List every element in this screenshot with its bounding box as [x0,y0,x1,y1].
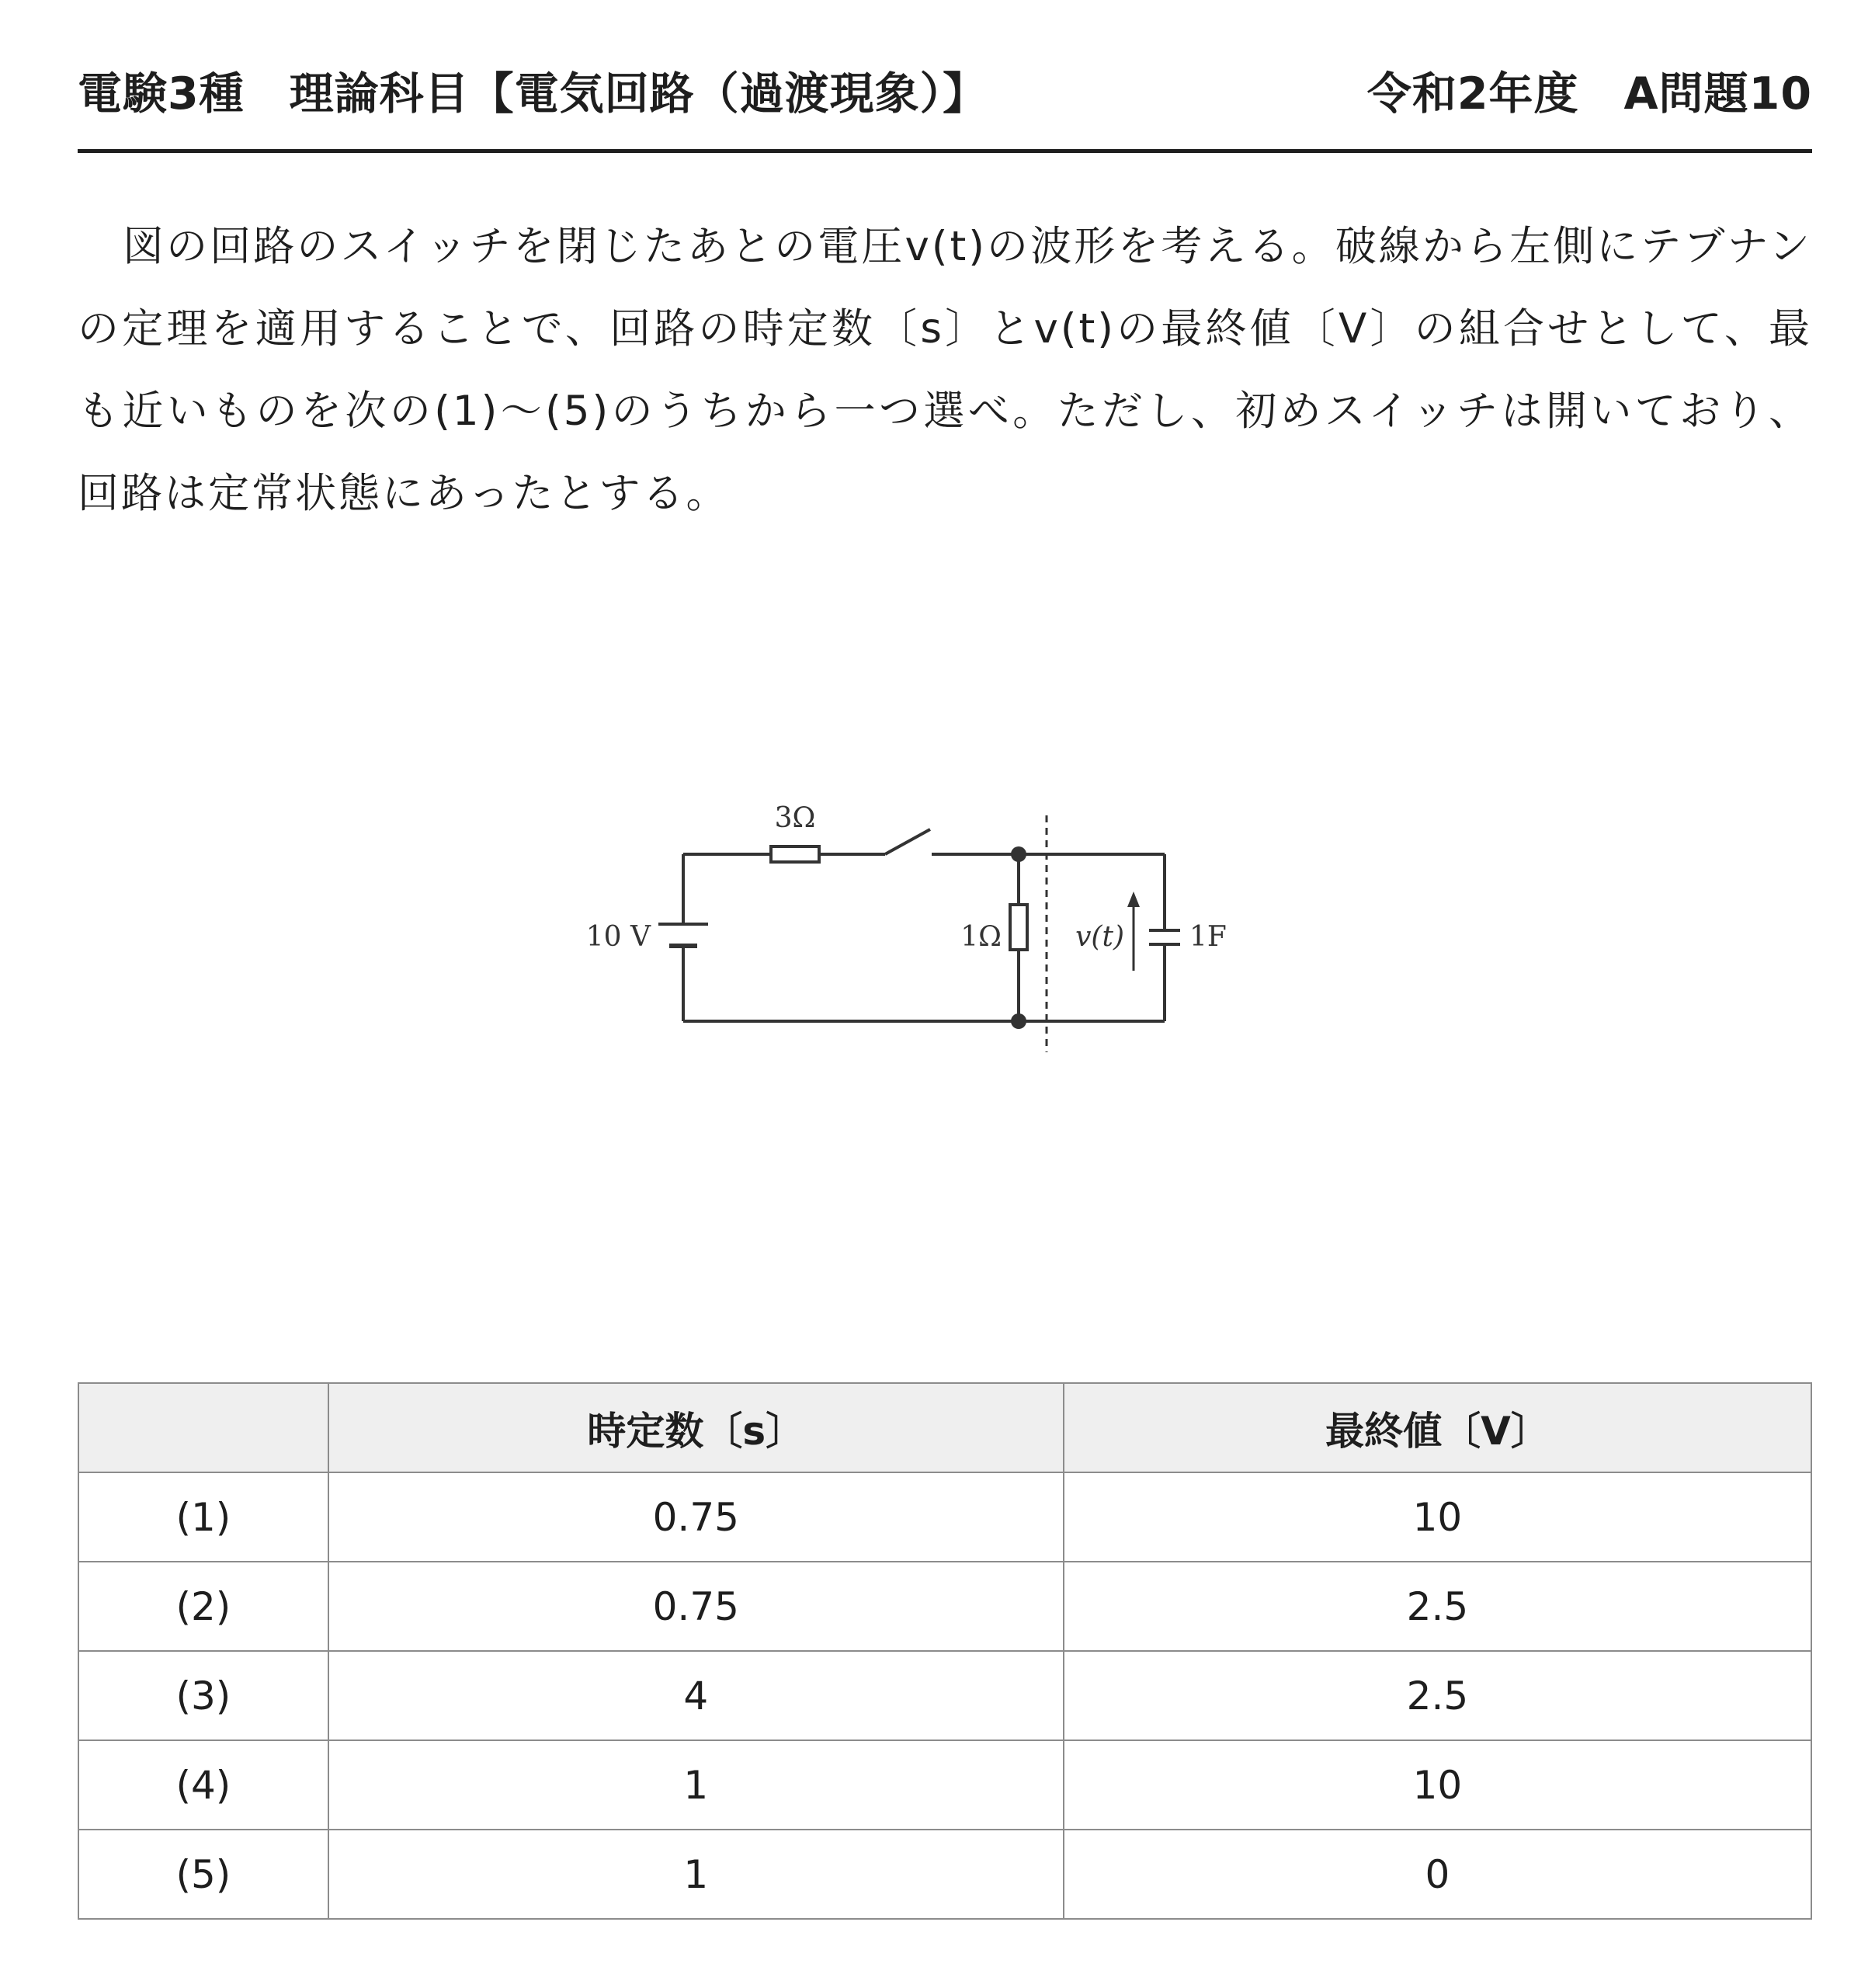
choice-number: (3) [78,1651,328,1740]
source-voltage-label: 10 V [585,921,651,953]
final-value-cell: 2.5 [1064,1651,1811,1740]
time-constant-cell: 4 [328,1651,1064,1740]
shunt-resistor-label: 1Ω [960,921,1002,953]
header-cell-time-constant: 時定数〔s〕 [328,1383,1064,1472]
voltage-label: v(t) [1075,921,1124,953]
table-row [78,1472,1811,1562]
table-header-row [78,1383,1811,1472]
series-resistor [771,846,819,862]
junction-bottom [1011,1013,1026,1029]
capacitor-label: 1F [1189,921,1227,953]
junction-top [1011,846,1026,862]
time-constant-cell: 1 [328,1740,1064,1830]
header-divider [78,149,1812,153]
question-text: 図の回路のスイッチを閉じたあとの電圧v(t)の波形を考える。破線から左側にテブナンの定理を適用することで、回路の時定数〔s〕とv(t)の最終値〔V〕の組合せとして、最も近いものを次の(1)～(5)のうちから一つ選べ。ただし、初めスイッチは開いており、回路は定常状態にあったとする。 [78,223,1812,517]
time-constant-cell: 0.75 [328,1562,1064,1651]
circuit-diagram [543,784,1281,1056]
table-row [78,1651,1811,1740]
final-value-cell: 2.5 [1064,1562,1811,1651]
final-value-cell: 10 [1064,1740,1811,1830]
switch [885,829,930,854]
choice-number: (5) [78,1830,328,1919]
header-cell-blank [78,1383,328,1472]
table-row [78,1562,1811,1651]
exam-reference: 令和2年度 A問題10 [1366,68,1812,120]
header-cell-final-value: 最終値〔V〕 [1064,1383,1811,1472]
page-title: 電験3種 理論科目【電気回路（過渡現象）】 [78,68,988,120]
answer-choices-table [78,1382,1812,1920]
final-value-cell: 10 [1064,1472,1811,1562]
series-resistor-label: 3Ω [774,802,816,834]
shunt-resistor [1010,905,1027,950]
time-constant-cell: 1 [328,1830,1064,1919]
table-row [78,1830,1811,1919]
voltage-arrow-head [1127,891,1140,907]
time-constant-cell: 0.75 [328,1472,1064,1562]
choice-number: (1) [78,1472,328,1562]
choice-number: (4) [78,1740,328,1830]
table-row [78,1740,1811,1830]
choice-number: (2) [78,1562,328,1651]
final-value-cell: 0 [1064,1830,1811,1919]
